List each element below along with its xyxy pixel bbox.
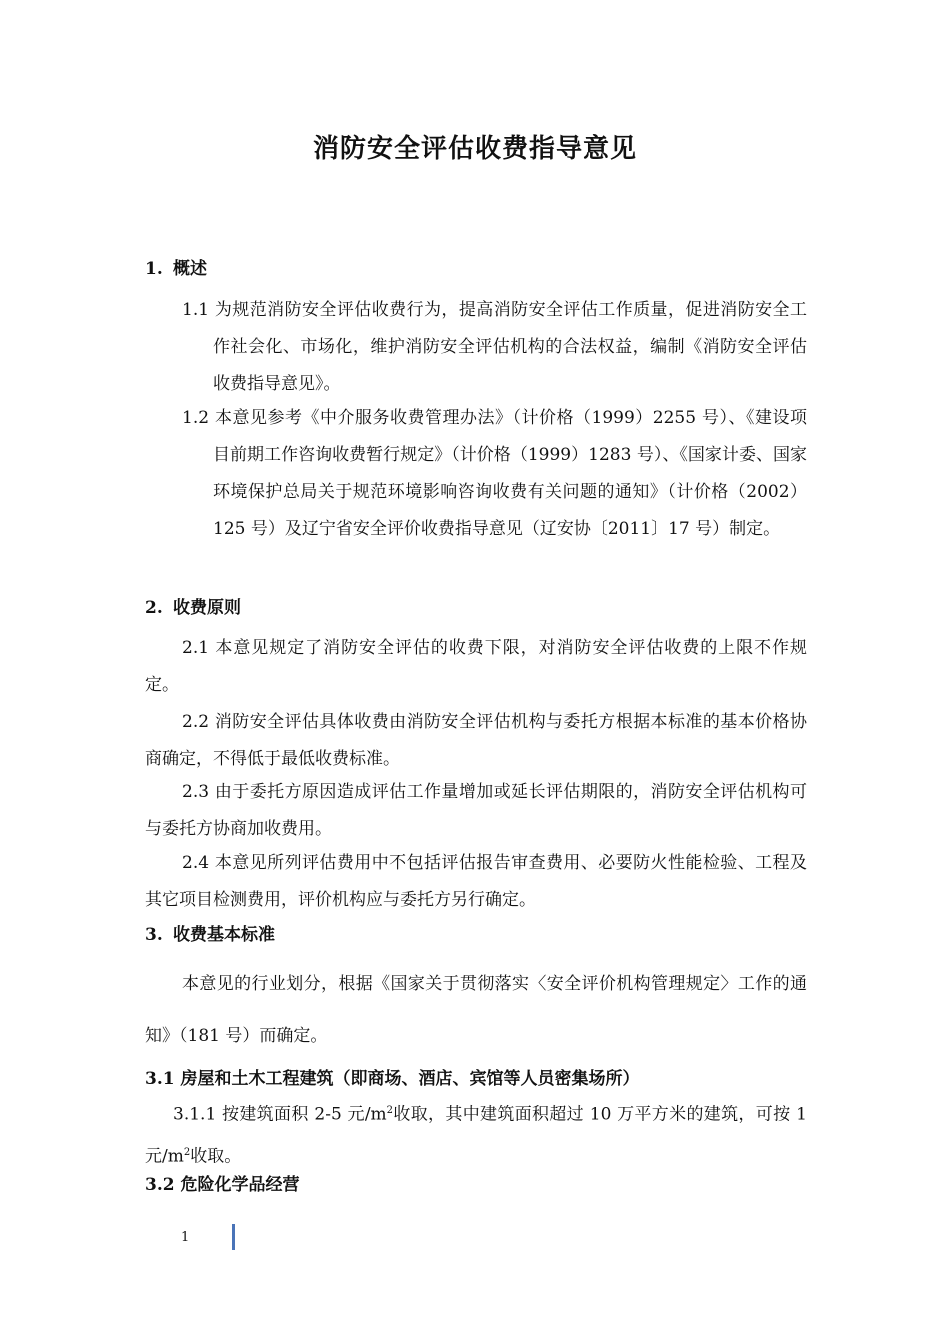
paragraph-3-intro: 本意见的行业划分，根据《国家关于贯彻落实〈安全评价机构管理规定〉工作的通知》（181 号）而确定。 xyxy=(145,974,807,1046)
section-title: 收费基本标准 xyxy=(173,925,275,945)
paragraph-3-1-1 xyxy=(145,1092,807,1175)
paragraph-2-2: 2.2 消防安全评估具体收费由消防安全评估机构与委托方根据本标准的基本价格协商确定，不得低于最低收费标准。 xyxy=(145,712,807,769)
page-number: 1 xyxy=(181,1230,190,1245)
text-part: 3.1.1 按建筑面积 2-5 元/m xyxy=(173,1104,387,1125)
paragraph-text: 1.1 为规范消防安全评估收费行为，提高消防安全评估工作质量，促进消防安全工作社会化、市场化，维护消防安全评估机构的合法权益，编制《消防安全评估收费指导意见》。 xyxy=(182,300,807,394)
text-part: 收取。 xyxy=(190,1146,242,1167)
paragraph-2-3: 2.3 由于委托方原因造成评估工作量增加或延长评估期限的，消防安全评估机构可与委托方协商加收费用。 xyxy=(145,782,807,839)
section-2-heading xyxy=(145,593,241,618)
superscript: 2 xyxy=(183,1146,191,1158)
paragraph-1-1 xyxy=(182,292,807,403)
section-title: 概述 xyxy=(173,259,207,279)
paragraph-text: 1.2 本意见参考《中介服务收费管理办法》（计价格（1999）2255 号）、《建设项目前期工作咨询收费暂行规定》（计价格（1999）1283 号）、《国家计委、国家环境保护总局关于规范环境影响咨询收费有关问题的通知》（计价格（2002）125 号）及辽宁省安全评价收费指导意见（辽安协〔2011〕17 号）制定。 xyxy=(182,408,807,539)
section-3-heading xyxy=(145,920,275,945)
subsection-3-2-heading: 3.2 危险化学品经营 xyxy=(145,1175,300,1195)
footer-accent-bar xyxy=(232,1224,235,1250)
superscript: 2 xyxy=(386,1105,394,1116)
section-number: 3. xyxy=(145,925,163,945)
paragraph-2-1: 2.1 本意见规定了消防安全评估的收费下限，对消防安全评估收费的上限不作规定。 xyxy=(145,638,807,695)
paragraph-2-4: 2.4 本意见所列评估费用中不包括评估报告审查费用、必要防火性能检验、工程及其它项目检测费用，评价机构应与委托方另行确定。 xyxy=(145,853,807,910)
section-1-heading xyxy=(145,254,207,279)
section-number: 1. xyxy=(145,259,163,279)
subsection-3-1-heading: 3.1 房屋和土木工程建筑（即商场、酒店、宾馆等人员密集场所） xyxy=(145,1069,640,1089)
text-part: 收取，其中建筑面积超过 10 万平方米的建筑，可按 1 元/m xyxy=(145,1104,807,1167)
document-title: 消防安全评估收费指导意见 xyxy=(312,134,637,164)
section-title: 收费原则 xyxy=(173,598,241,618)
paragraph-1-2 xyxy=(182,400,807,548)
section-number: 2. xyxy=(145,598,163,618)
